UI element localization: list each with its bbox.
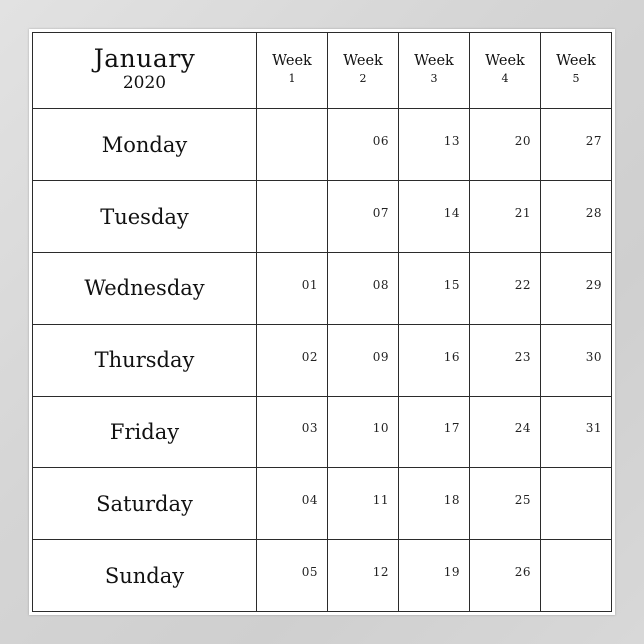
week-label-4: Week [485, 53, 525, 70]
date-number: 14 [443, 206, 460, 221]
date-number: 06 [372, 134, 389, 149]
date-cell[interactable] [257, 468, 328, 540]
day-label-sunday: Sunday [33, 540, 257, 612]
date-cell[interactable] [328, 252, 399, 324]
month-year: 2020 [122, 73, 167, 94]
day-label-monday: Monday [33, 109, 257, 181]
date-number: 04 [301, 493, 318, 508]
date-cell[interactable] [328, 324, 399, 396]
date-cell[interactable] [257, 252, 328, 324]
week-header-5 [541, 33, 612, 109]
week-number-3: 3 [430, 72, 438, 86]
date-number: 01 [301, 277, 318, 292]
date-cell[interactable] [328, 109, 399, 181]
date-number: 15 [443, 277, 460, 292]
week-number-1: 1 [288, 72, 296, 86]
calendar-header-row [33, 33, 612, 109]
date-cell[interactable] [328, 396, 399, 468]
table-row [33, 468, 612, 540]
date-cell[interactable] [541, 181, 612, 253]
date-cell[interactable] [541, 540, 612, 612]
date-number: 21 [514, 206, 531, 221]
table-row [33, 396, 612, 468]
table-row [33, 109, 612, 181]
date-cell[interactable] [257, 540, 328, 612]
date-number: 16 [443, 349, 460, 364]
table-row [33, 181, 612, 253]
date-number: 10 [372, 421, 389, 436]
week-number-5: 5 [572, 72, 580, 86]
date-number [541, 572, 611, 579]
date-number: 29 [585, 277, 602, 292]
date-cell[interactable] [541, 109, 612, 181]
date-cell[interactable] [470, 396, 541, 468]
date-cell[interactable] [399, 540, 470, 612]
date-number: 24 [514, 421, 531, 436]
day-label-thursday: Thursday [33, 324, 257, 396]
date-cell[interactable] [399, 324, 470, 396]
date-cell[interactable] [399, 252, 470, 324]
date-number: 05 [301, 565, 318, 580]
date-number: 03 [301, 421, 318, 436]
date-cell[interactable] [470, 324, 541, 396]
date-cell[interactable] [470, 468, 541, 540]
date-cell[interactable] [399, 109, 470, 181]
date-cell[interactable] [257, 396, 328, 468]
calendar-table [32, 32, 612, 612]
week-label-2: Week [343, 53, 383, 70]
date-cell[interactable] [541, 396, 612, 468]
date-number: 02 [301, 349, 318, 364]
date-number: 08 [372, 277, 389, 292]
date-cell[interactable] [328, 468, 399, 540]
month-name: January [93, 44, 196, 74]
date-number: 09 [372, 349, 389, 364]
date-cell[interactable] [541, 252, 612, 324]
date-cell[interactable] [470, 540, 541, 612]
date-number: 07 [372, 206, 389, 221]
date-number: 17 [443, 421, 460, 436]
date-number: 30 [585, 349, 602, 364]
date-number: 12 [372, 565, 389, 580]
date-number: 31 [585, 421, 602, 436]
date-cell[interactable] [328, 540, 399, 612]
date-number: 25 [514, 493, 531, 508]
week-label-3: Week [414, 53, 454, 70]
date-cell[interactable] [328, 181, 399, 253]
week-header-4 [470, 33, 541, 109]
date-number: 22 [514, 277, 531, 292]
date-number: 28 [585, 206, 602, 221]
month-title-cell [33, 33, 257, 109]
date-cell[interactable] [541, 468, 612, 540]
date-number: 23 [514, 349, 531, 364]
week-header-2 [328, 33, 399, 109]
date-number [257, 213, 327, 220]
table-row [33, 324, 612, 396]
week-number-4: 4 [501, 72, 509, 86]
date-cell[interactable] [399, 181, 470, 253]
day-label-tuesday: Tuesday [33, 181, 257, 253]
table-row [33, 252, 612, 324]
date-number: 19 [443, 565, 460, 580]
date-number: 18 [443, 493, 460, 508]
date-number: 11 [372, 493, 389, 508]
week-header-3 [399, 33, 470, 109]
date-cell[interactable] [470, 181, 541, 253]
table-row [33, 540, 612, 612]
date-cell[interactable] [257, 181, 328, 253]
date-number [257, 141, 327, 148]
week-label-1: Week [272, 53, 312, 70]
date-cell[interactable] [257, 324, 328, 396]
date-number: 13 [443, 134, 460, 149]
date-number: 27 [585, 134, 602, 149]
date-cell[interactable] [399, 396, 470, 468]
calendar-poster [29, 29, 615, 615]
date-cell[interactable] [257, 109, 328, 181]
date-cell[interactable] [470, 252, 541, 324]
week-number-2: 2 [359, 72, 367, 86]
week-label-5: Week [556, 53, 596, 70]
date-cell[interactable] [399, 468, 470, 540]
date-number [541, 500, 611, 507]
date-cell[interactable] [541, 324, 612, 396]
day-label-wednesday: Wednesday [33, 252, 257, 324]
week-header-1 [257, 33, 328, 109]
date-number: 20 [514, 134, 531, 149]
day-label-friday: Friday [33, 396, 257, 468]
date-number: 26 [514, 565, 531, 580]
day-label-saturday: Saturday [33, 468, 257, 540]
date-cell[interactable] [470, 109, 541, 181]
